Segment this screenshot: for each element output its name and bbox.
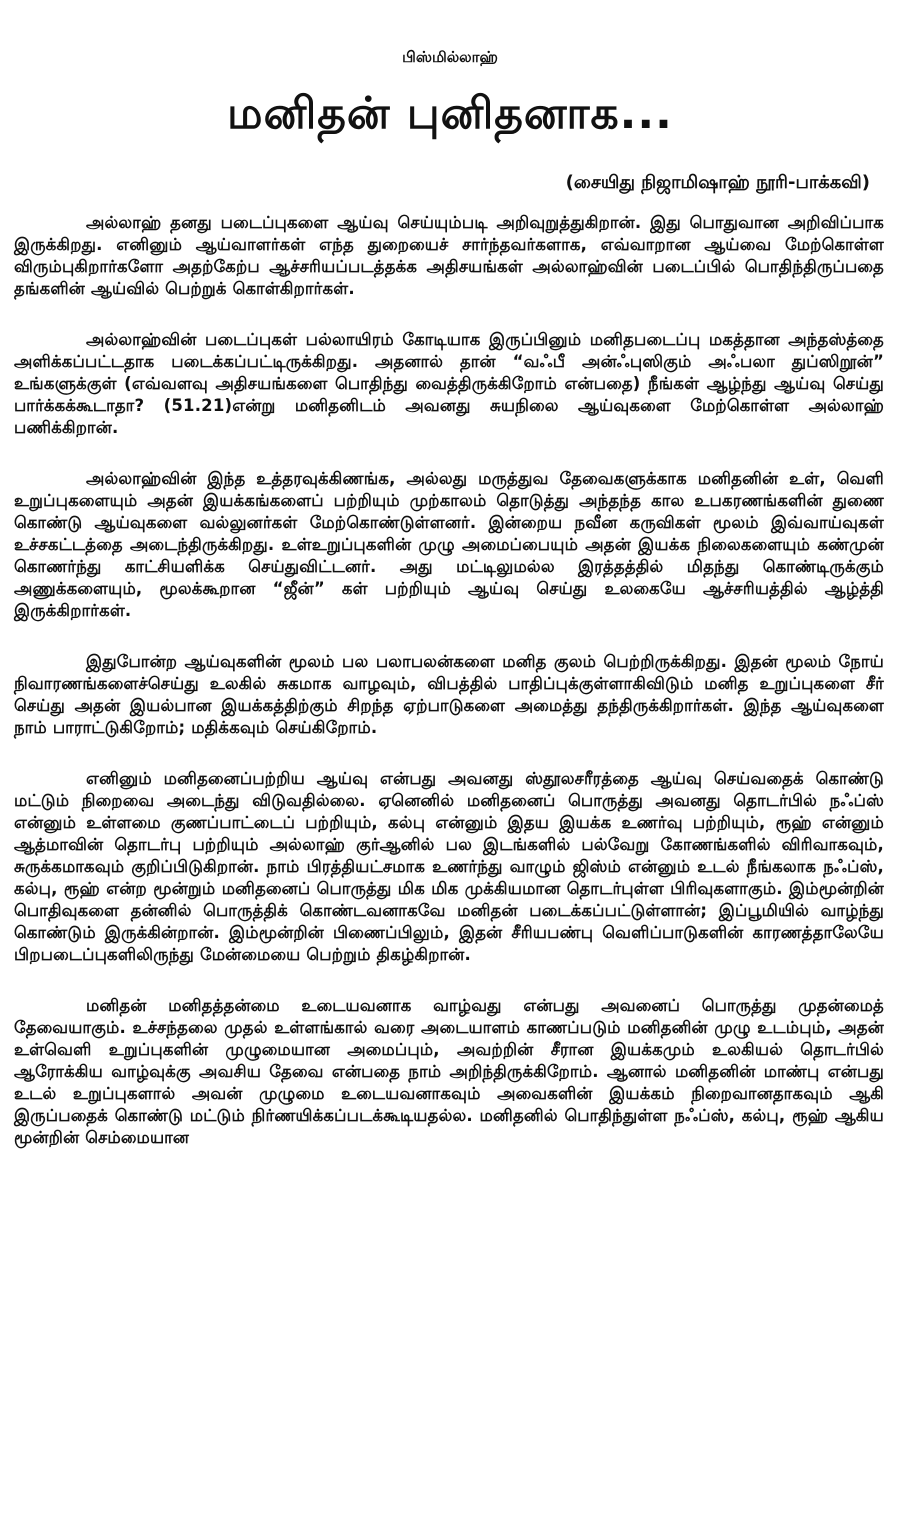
paragraph-5: எனினும் மனிதனைப்பற்றிய ஆய்வு என்பது அவனது ஸ்தூலசரீரத்தை ஆய்வு செய்வதைக் கொண்டு மட்டும் நிறைவை அடைந்து விடுவதில்லை. ஏனெனில் மனிதனைப் பொருத்து அவனது தொடர்பில் நஃப்ஸ் என்னும் உள்ளமை குணப்பாட்டைப் பற்றியும், கல்பு என்னும் இதய இயக்க உணர்வு பற்றியும், ரூஹ் என்னும் ஆத்மாவின் தொடர்பு பற்றியும் அல்லாஹ் குர்ஆனில் பல இடங்களில் பல்வேறு கோணங்களில் விரிவாகவும், சுருக்கமாகவும் குறிப்பிடுகிறான். நாம் பிரத்தியட்சமாக உணர்ந்து வாழும் ஜிஸ்ம் என்னும் உடல் நீங்கலாக நஃப்ஸ், கல்பு, ரூஹ் என்ற மூன்றும் மனிதனைப் பொருத்து மிக மிக முக்கியமான தொடர்புள்ள பிரிவுகளாகும். இம்மூன்றின் பொதிவுகளை தன்னில் பொருத்திக் கொண்டவனாகவே மனிதன் படைக்கப்பட்டுள்ளான்; இப்பூமியில் வாழ்ந்து கொண்டும் இருக்கின்றான். இம்மூன்றின் பிணைப்பிலும், இதன் சீரியபண்பு வெளிப்பாடுகளின் காரணத்தாலேயே பிறபடைப்புகளிலிருந்து மேன்மையை பெற்றும் திகழ்கிறான். [14, 769, 884, 964]
author-byline: (சையிது நிஜாமிஷாஹ் நூரி-பாக்கவி) [565, 172, 870, 193]
paragraph-2: அல்லாஹ்வின் படைப்புகள் பல்லாயிரம் கோடியாக இருப்பினும் மனிதபடைப்பு மகத்தான அந்தஸ்த்தை அளிக்கப்பட்டதாக படைக்கப்பட்டிருக்கிறது. அதனால் தான் “வஃபீ அன்ஃபுஸிகும் அஃபலா துப்ஸிறூன்” உங்களுக்குள் (எவ்வளவு அதிசயங்களை பொதிந்து வைத்திருக்கிறோம் என்பதை) நீங்கள் ஆழ்ந்து ஆய்வு செய்து பார்க்கக்கூடாதா? (51.21)என்று மனிதனிடம் அவனது சுயநிலை ஆய்வுகளை மேற்கொள்ள அல்லாஹ் பணிக்கிறான். [14, 330, 884, 437]
paragraph-4: இதுபோன்ற ஆய்வுகளின் மூலம் பல பலாபலன்களை மனித குலம் பெற்றிருக்கிறது. இதன் மூலம் நோய் நிவாரணங்களைச்செய்து உலகில் சுகமாக வாழவும், விபத்தில் பாதிப்புக்குள்ளாகிவிடும் மனித உறுப்புகளை சீர் செய்து அதன் இயல்பான இயக்கத்திற்கும் சிறந்த ஏற்பாடுகளை அமைத்து தந்திருக்கிறார்கள். இந்த ஆய்வுகளை நாம் பாராட்டுகிறோம்; மதிக்கவும் செய்கிறோம். [14, 652, 884, 737]
article-body [14, 212, 884, 1149]
paragraph-3: அல்லாஹ்வின் இந்த உத்தரவுக்கிணங்க, அல்லது மருத்துவ தேவைகளுக்காக மனிதனின் உள், வெளி உறுப்புகளையும் அதன் இயக்கங்களைப் பற்றியும் முற்காலம் தொடுத்து அந்தந்த கால உபகரணங்களின் துணை கொண்டு ஆய்வுகளை வல்லுனர்கள் மேற்கொண்டுள்ளனர். இன்றைய நவீன கருவிகள் மூலம் இவ்வாய்வுகள் உச்சகட்டத்தை அடைந்திருக்கிறது. உள்உறுப்புகளின் முழு அமைப்பையும் அதன் இயக்க நிலைகளையும் கண்முன் கொணர்ந்து காட்சியளிக்க செய்துவிட்டனர். அது மட்டிலுமல்ல இரத்தத்தில் மிதந்து கொண்டிருக்கும் அணுக்களையும், மூலக்கூறான “ஜீன்” கள் பற்றியும் ஆய்வு செய்து உலகையே ஆச்சரியத்தில் ஆழ்த்தி இருக்கிறார்கள். [14, 469, 884, 620]
bismillah-header: பிஸ்மில்லாஹ் [402, 48, 498, 66]
paragraph-6: மனிதன் மனிதத்தன்மை உடையவனாக வாழ்வது என்பது அவனைப் பொருத்து முதன்மைத் தேவையாகும். உச்சந்தலை முதல் உள்ளங்கால் வரை அடையாளம் காணப்படும் மனிதனின் முழு உடம்பும், அதன் உள்வெளி உறுப்புகளின் முழுமையான அமைப்பும், அவற்றின் சீரான இயக்கமும் உலகியல் தொடர்பில் ஆரோக்கிய வாழ்வுக்கு அவசிய தேவை என்பதை நாம் அறிந்திருக்கிறோம். ஆனால் மனிதனின் மாண்பு என்பது உடல் உறுப்புகளால் அவன் முழுமை உடையவனாகவும் அவைகளின் இயக்கம் நிறைவானதாகவும் ஆகி இருப்பதைக் கொண்டு மட்டும் நிர்ணயிக்கப்படக்கூடியதல்ல. மனிதனில் பொதிந்துள்ள நஃப்ஸ், கல்பு, ரூஹ் ஆகிய மூன்றின் செம்மையான [14, 996, 884, 1147]
page-title: மனிதன் புனிதனாக... [227, 88, 673, 139]
paragraph-1: அல்லாஹ் தனது படைப்புகளை ஆய்வு செய்யும்படி அறிவுறுத்துகிறான். இது பொதுவான அறிவிப்பாக இருக்கிறது. எனினும் ஆய்வாளர்கள் எந்த துறையைச் சார்ந்தவர்களாக, எவ்வாறான ஆய்வை மேற்கொள்ள விரும்புகிறார்களோ அதற்கேற்ப ஆச்சரியப்படத்தக்க அதிசயங்கள் அல்லாஹ்வின் படைப்பில் பொதிந்திருப்பதை தங்களின் ஆய்வில் பெற்றுக் கொள்கிறார்கள். [14, 213, 884, 298]
